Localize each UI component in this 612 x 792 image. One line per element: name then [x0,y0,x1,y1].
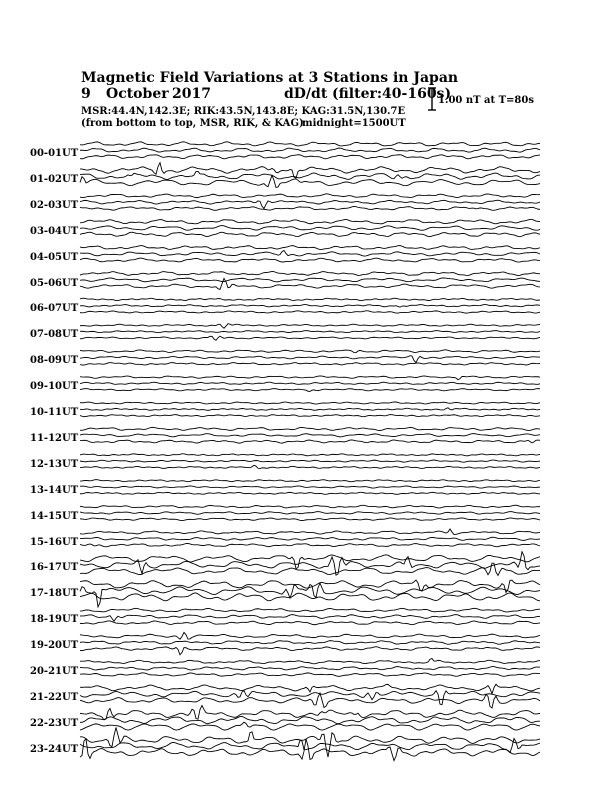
hour-label: 09-10UT [30,381,79,393]
trace-kag-07-08ut [80,324,540,328]
trace-msr-14-15ut [80,518,540,521]
trace-rik-04-05ut [80,251,540,257]
trace-msr-08-09ut [80,363,540,366]
trace-kag-14-15ut [80,505,540,508]
trace-rik-19-20ut [80,641,540,645]
filter-label: (filter:40-160s) [332,86,452,102]
scale-bar [428,88,436,110]
hour-label: 22-23UT [30,717,79,729]
trace-msr-10-11ut [80,415,540,417]
trace-rik-20-21ut [80,667,540,670]
trace-msr-12-13ut [80,465,540,468]
trace-rik-08-09ut [80,356,540,363]
trace-msr-06-07ut [80,311,540,313]
trace-kag-11-12ut [80,427,540,430]
trace-kag-02-03ut [80,194,540,198]
trace-rik-00-01ut [80,148,540,152]
hour-label: 12-13UT [30,458,79,470]
trace-rik-12-13ut [80,460,540,462]
trace-msr-21-22ut [80,693,540,708]
trace-msr-18-19ut [80,621,540,625]
trace-rik-01-02ut [80,171,540,179]
hour-label: 00-01UT [30,148,79,159]
trace-kag-20-21ut [80,659,540,664]
trace-msr-03-04ut [80,232,540,237]
trace-msr-07-08ut [80,336,540,340]
hour-label: 07-08UT [30,329,79,341]
trace-msr-09-10ut [80,389,540,392]
scale-bar-label: 1.00 nT at T=80s [438,95,534,106]
trace-msr-04-05ut [80,258,540,262]
date-month: October [106,86,169,102]
trace-msr-17-18ut [80,593,540,601]
trace-rik-06-07ut [80,305,540,308]
trace-rik-22-23ut [80,716,540,723]
trace-msr-19-20ut [80,647,540,655]
hour-label: 11-12UT [30,432,79,444]
trace-msr-13-14ut [80,492,540,494]
trace-rik-14-15ut [80,512,540,515]
trace-rik-03-04ut [80,226,540,231]
hour-label: 21-22UT [30,691,79,703]
trace-kag-10-11ut [80,402,540,404]
hour-label: 13-14UT [30,484,79,496]
trace-kag-08-09ut [80,350,540,353]
trace-msr-15-16ut [80,543,540,546]
trace-kag-06-07ut [80,298,540,300]
trace-rik-21-22ut [80,691,540,705]
trace-msr-22-23ut [80,722,540,730]
hour-label: 17-18UT [30,588,79,600]
chart-title: Magnetic Field Variations at 3 Stations in Japan [81,70,459,86]
trace-rik-15-16ut [80,537,540,540]
hour-label: 23-24UT [30,743,79,755]
trace-msr-02-03ut [80,206,540,210]
hour-label: 05-06UT [30,277,79,289]
trace-kag-23-24ut [80,728,540,758]
trace-kag-13-14ut [80,480,540,482]
trace-kag-00-01ut [80,142,540,146]
trace-kag-12-13ut [80,454,540,456]
trace-rik-07-08ut [80,331,540,333]
trace-msr-20-21ut [80,673,540,676]
trace-rik-11-12ut [80,434,540,437]
hour-label: 03-04UT [30,225,79,237]
trace-kag-03-04ut [80,219,540,223]
trace-kag-19-20ut [80,632,540,639]
trace-msr-23-24ut [80,739,540,761]
date-year: 2017 [172,86,211,102]
trace-kag-21-22ut [80,684,540,694]
station-coordinates: MSR:44.4N,142.3E; RIK:43.5N,143.8E; KAG:31.5N,130.7E [81,106,406,117]
trace-kag-04-05ut [80,246,540,250]
trace-kag-15-16ut [80,529,540,535]
hour-label: 15-16UT [30,536,79,548]
trace-msr-11-12ut [80,440,540,443]
hour-label: 02-03UT [30,199,79,211]
hour-label: 08-09UT [30,355,79,367]
trace-kag-18-19ut [80,608,540,612]
midnight-note: midnight=1500UT [302,118,406,129]
hour-label: 20-21UT [30,666,79,677]
hour-label: 06-07UT [30,303,79,315]
hour-label: 16-17UT [30,562,79,574]
hour-label: 14-15UT [30,510,79,522]
trace-kag-09-10ut [80,376,540,380]
trace-rik-05-06ut [80,278,540,282]
trace-rik-23-24ut [80,738,540,752]
hour-label: 10-11UT [30,407,79,418]
hour-label: 01-02UT [30,173,79,185]
trace-rik-10-11ut [80,408,540,411]
date-day: 9 [81,86,91,102]
hour-label: 18-19UT [30,614,79,626]
trace-kag-05-06ut [80,271,540,275]
trace-kag-17-18ut [80,580,540,593]
quantity-label: dD/dt [284,86,328,102]
trace-rik-18-19ut [80,615,540,622]
trace-rik-13-14ut [80,486,540,488]
station-order-note: (from bottom to top, MSR, RIK, & KAG) [81,118,304,129]
trace-msr-00-01ut [80,155,540,159]
hour-label: 04-05UT [30,251,79,263]
hour-label: 19-20UT [30,640,79,652]
trace-rik-09-10ut [80,382,540,384]
